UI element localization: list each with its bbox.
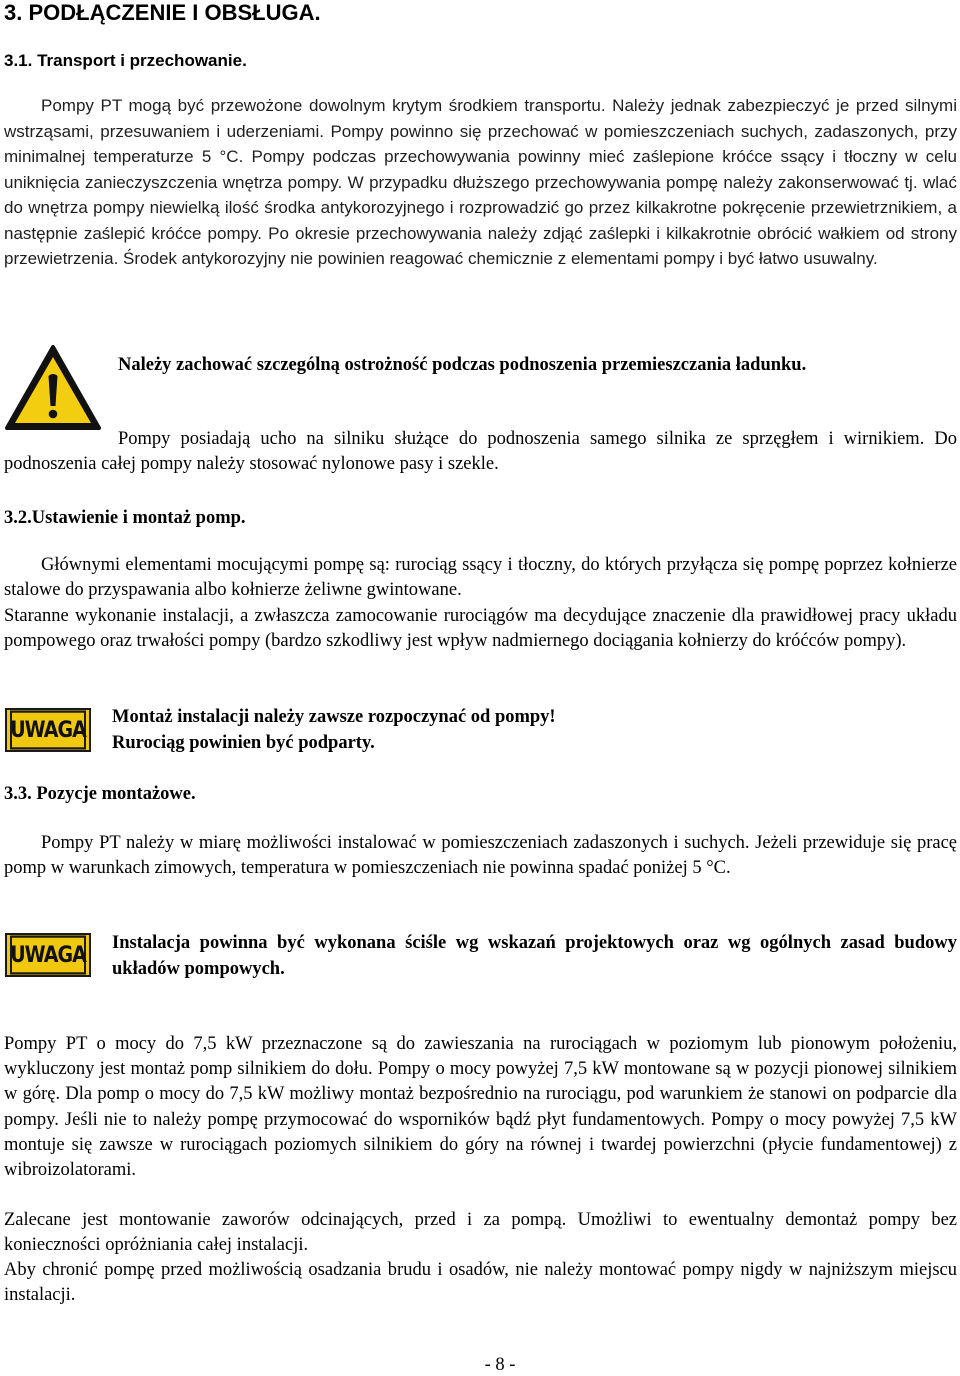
uwaga-warning-icon-2 bbox=[5, 933, 91, 977]
section-3-2-paragraph-1 bbox=[4, 553, 957, 603]
section-3-3-paragraph-1 bbox=[4, 831, 957, 881]
section-3-3-paragraph-3: Zalecane jest montowanie zaworów odcinających, przed i za pompą. Umożliwi to ewentualny demontaż pompy bez konieczności opróżniania całej instalacji. bbox=[4, 1210, 957, 1256]
chapter-title: 3. PODŁĄCZENIE I OBSŁUGA. bbox=[4, 0, 321, 25]
uwaga-label: UWAGA bbox=[10, 710, 86, 749]
section-3-1-paragraph-1-text: Pompy PT mogą być przewożone dowolnym krytym środkiem transportu. Należy jednak zabezpieczyć je przed silnymi wstrząsami, przesuwaniem i uderzeniami. Pompy powinno się przechować w pomieszczeniach suchych, zadaszonych, przy minimalnej temperaturze 5 °C. Pompy podczas przechowywania powinny mieć zaślepione króćce ssący i tłoczny w celu uniknięcia zanieczyszczenia wnętrza pompy. W przypadku dłuższego przechowywania pompę należy zakonserwować tj. wlać do wnętrza pompy niewielką ilość środka antykorozyjnego i rozprowadzić go przez kilkakrotne pokręcenie przewietrznikiem, a następnie zaślepić króćce pompy. Po okresie przechowywania należy zdjąć zaślepki i kilkakrotnie obrócić wałkiem od strony przewietrzenia. Środek antykorozyjny nie powinien reagować chemicznie z elementami pompy i być łatwo usuwalny. bbox=[4, 96, 957, 268]
uwaga-warning-icon bbox=[5, 708, 91, 752]
uwaga-installation-text: Instalacja powinna być wykonana ściśle wg wskazań projektowych oraz wg ogólnych zasad budowy układów pompowych. bbox=[112, 933, 957, 979]
lifting-warning-text: Należy zachować szczególną ostrożność podczas podnoszenia przemieszczania ładunku. bbox=[118, 355, 807, 375]
page-number: - 8 - bbox=[484, 1355, 516, 1375]
section-3-2-heading: 3.2.Ustawienie i montaż pomp. bbox=[4, 508, 246, 528]
section-3-2-paragraph-2: Staranne wykonanie instalacji, a zwłaszcza zamocowanie rurociągów ma decydujące znaczenie dla prawidłowej pracy układu pompowego oraz trwałości pompy (bardzo szkodliwy jest wpływ nadmiernego dociągania kołnierzy do króćców pompy). bbox=[4, 606, 957, 652]
section-3-2-paragraph-1-text: Głównymi elementami mocującymi pompę są: rurociąg ssący i tłoczny, do których przyłącza się pompę poprzez kołnierze stalowe do przyspawania albo kołnierze żeliwne gwintowane. bbox=[4, 555, 957, 601]
section-3-1-heading: 3.1. Transport i przechowanie. bbox=[4, 51, 247, 70]
section-3-1-paragraph-2-text: Pompy posiadają ucho na silniku służące do podnoszenia samego silnika ze sprzęgłem i wirnikiem. Do podnoszenia całej pompy należy stosować nylonowe pasy i szekle. bbox=[4, 429, 957, 475]
uwaga-mounting-line-2: Rurociąg powinien być podparty. bbox=[112, 733, 375, 753]
section-3-3-heading: 3.3. Pozycje montażowe. bbox=[4, 784, 196, 804]
section-3-3-paragraph-1-text: Pompy PT należy w miarę możliwości instalować w pomieszczeniach zadaszonych i suchych. Jeżeli przewiduje się pracę pomp w warunkach zimowych, temperatura w pomieszczeniach nie powinna spadać poniżej 5 °C. bbox=[4, 833, 957, 879]
uwaga-mounting-line-1: Montaż instalacji należy zawsze rozpoczynać od pompy! bbox=[112, 707, 556, 727]
uwaga-label-2: UWAGA bbox=[10, 935, 86, 974]
section-3-1-paragraph-1 bbox=[4, 93, 957, 272]
warning-triangle-icon bbox=[4, 344, 102, 432]
section-3-1-paragraph-2 bbox=[4, 427, 957, 477]
section-3-3-paragraph-2: Pompy PT o mocy do 7,5 kW przeznaczone są do zawieszania na rurociągach w poziomym lub pionowym położeniu, wykluczony jest montaż pomp silnikiem do dołu. Pompy o mocy powyżej 7,5 kW montowane są w pozycji pionowej silnikiem w górę. Dla pomp o mocy do 7,5 kW możliwy montaż bezpośrednio na rurociągu, pod warunkiem że stanowi on podparcie dla pompy. Jeśli nie to należy pompę przymocować do wsporników bądź płyt fundamentowych. Pompy o mocy powyżej 7,5 kW montuje się zawsze w rurociągach poziomych silnikiem do góry na równej i twardej powierzchni (płycie fundamentowej) z wibroizolatorami. bbox=[4, 1034, 957, 1181]
section-3-3-paragraph-4: Aby chronić pompę przed możliwością osadzania brudu i osadów, nie należy montować pompy nigdy w najniższym miejscu instalacji. bbox=[4, 1260, 957, 1306]
